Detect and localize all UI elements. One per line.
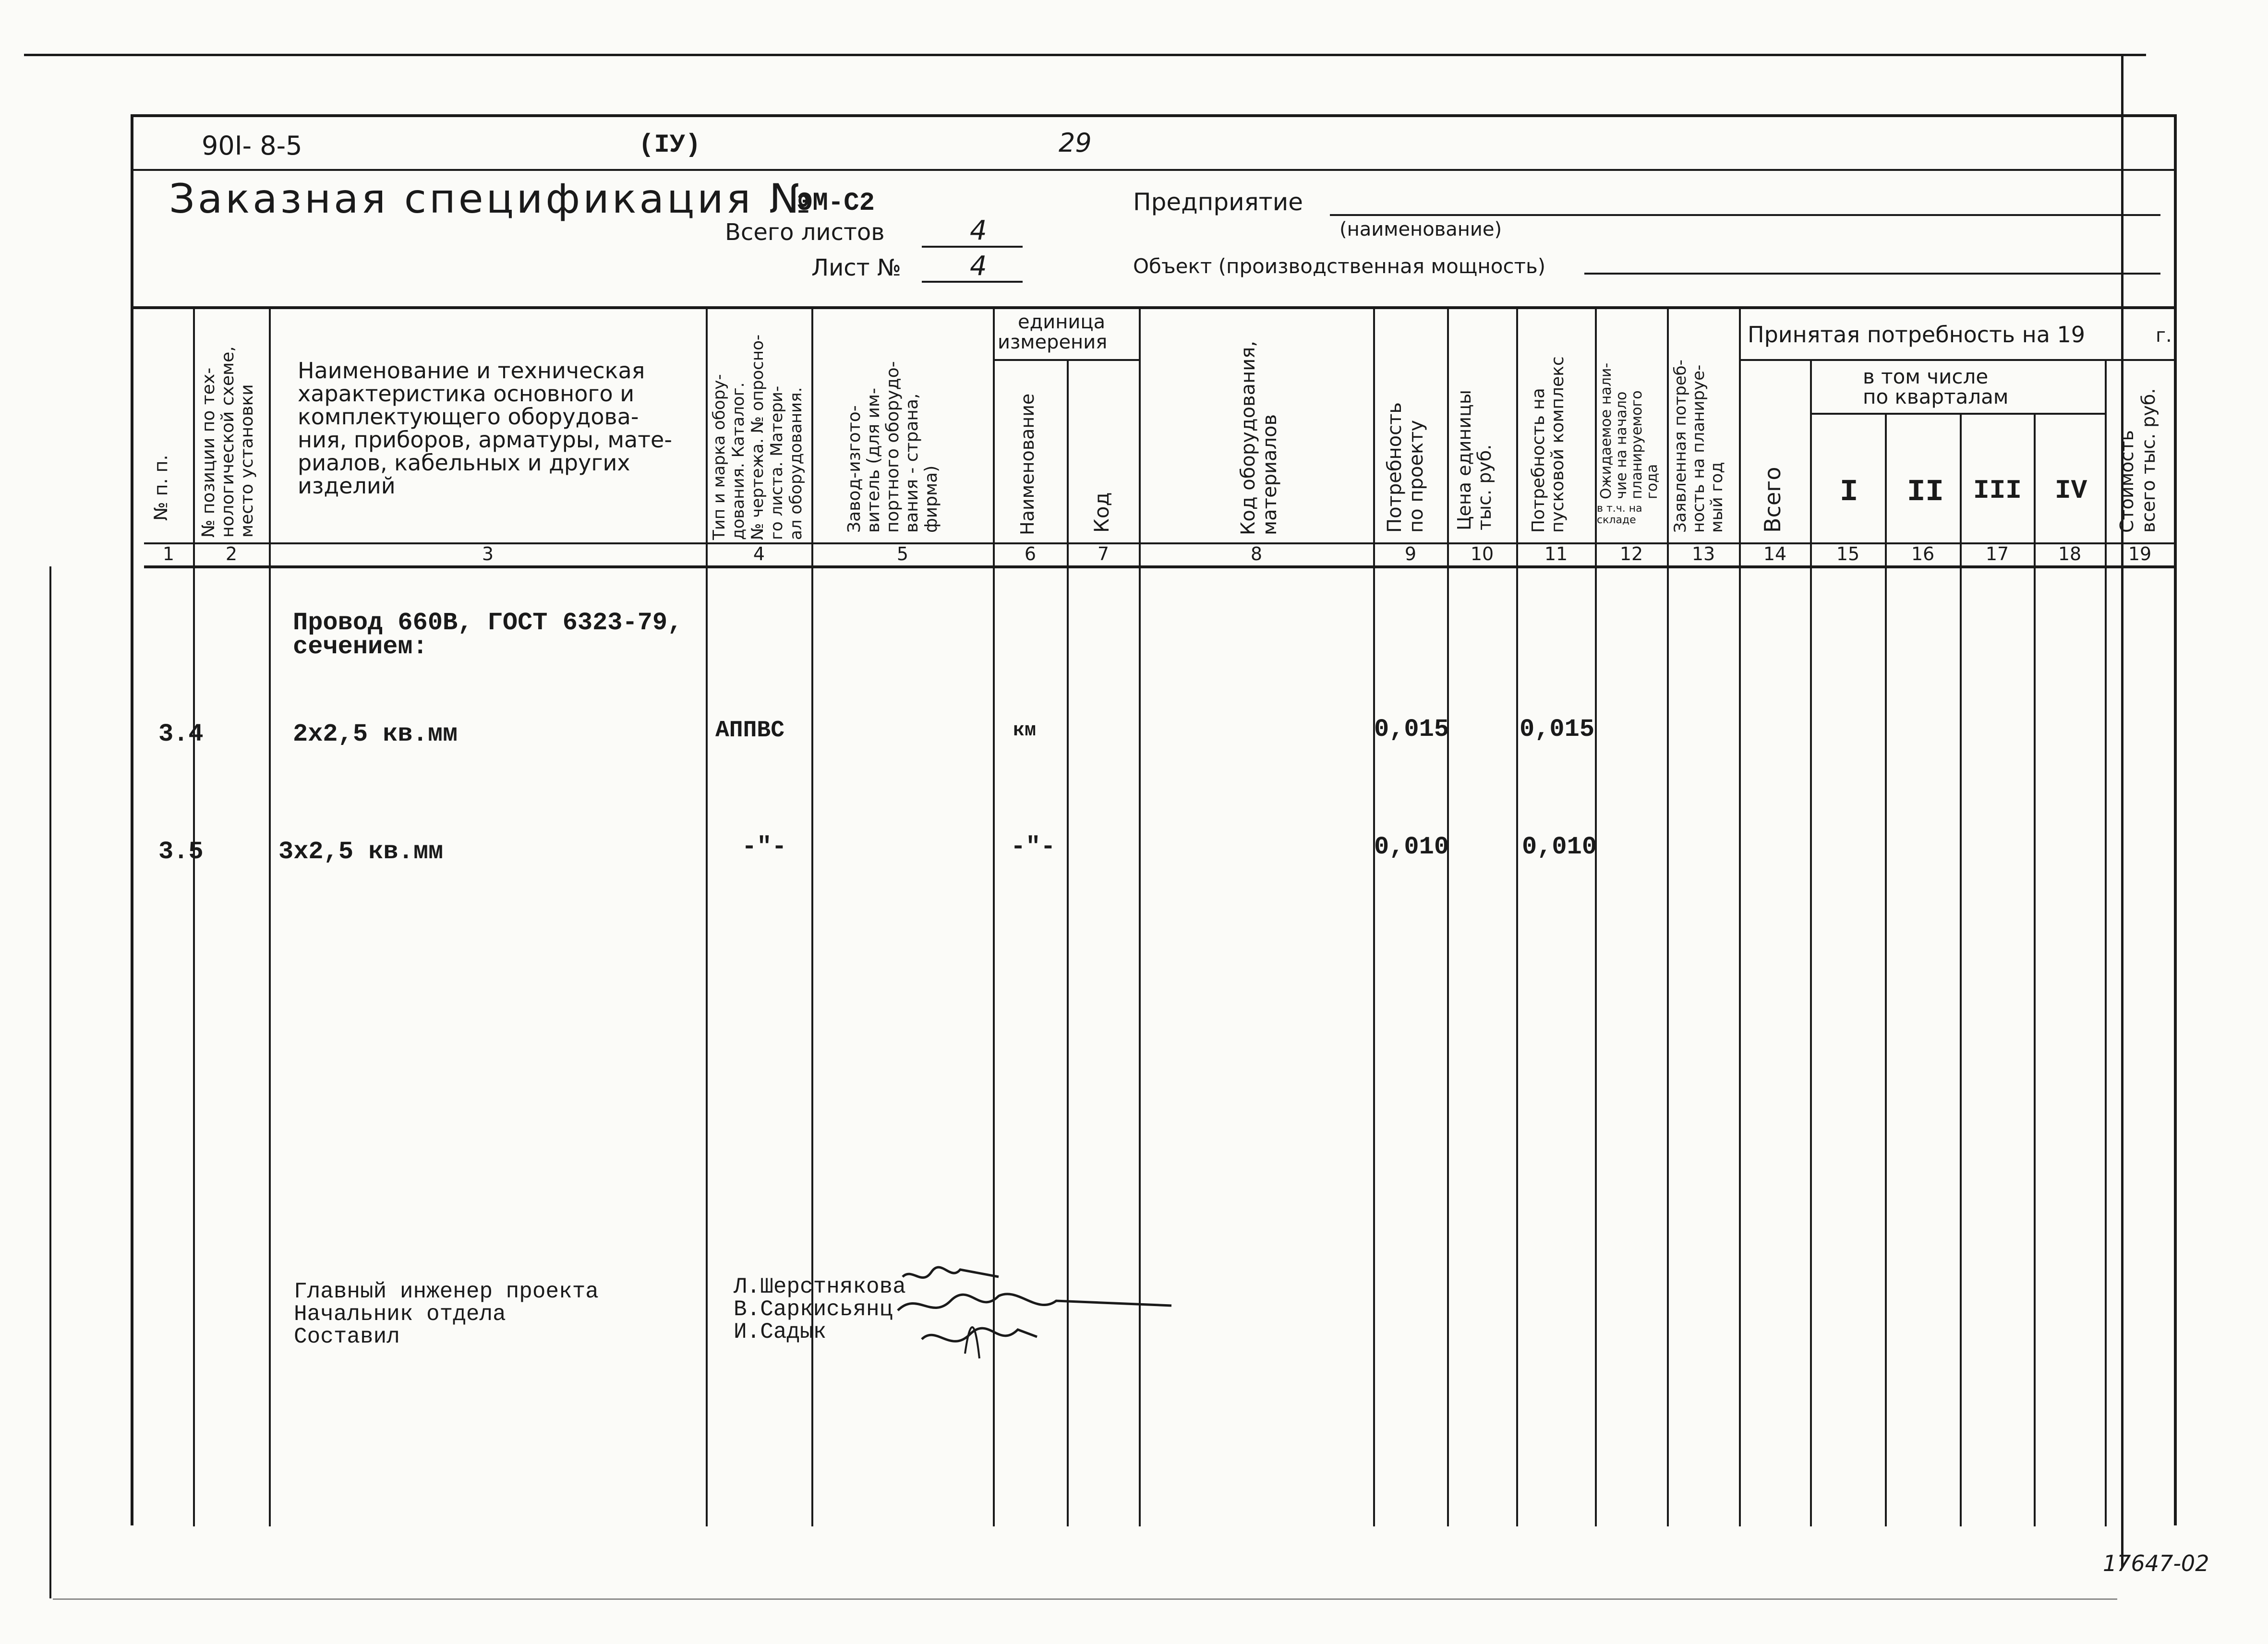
object-field — [1584, 273, 2160, 275]
form-title: Заказная спецификация № — [169, 175, 814, 222]
right-border-line — [2121, 55, 2123, 1567]
column-number: 8 — [1250, 543, 1263, 564]
col12-header-line3: планируемого — [1629, 390, 1645, 499]
col5-header-line3: портного оборудо- — [883, 361, 903, 533]
col3-header-line6: изделий — [298, 473, 396, 499]
col5-header-line1: Завод-изгото- — [844, 405, 864, 533]
column-number: 16 — [1911, 543, 1935, 564]
col-line — [706, 307, 708, 1526]
col2-header-line2: нологической схеме, — [218, 346, 238, 538]
column-number: 17 — [1985, 543, 2009, 564]
col11-header-line2: пусковой комплекс — [1548, 356, 1568, 533]
col5-header-line2: витель (для им- — [864, 388, 883, 533]
col11-header-line1: Потребность на — [1529, 388, 1548, 533]
unit-group-line2: измерения — [998, 331, 1108, 353]
row-item-name-cont: сечением: — [293, 633, 428, 661]
total-sheets-label: Всего листов — [725, 219, 885, 246]
col3-header-line4: ния, приборов, арматуры, мате- — [298, 427, 672, 453]
total-sheets-value: 4 — [970, 215, 987, 246]
row-unit: -"- — [1011, 833, 1056, 861]
col4-header-line3: № чертежа. № опросно- — [748, 334, 767, 540]
col-line — [1810, 360, 1812, 1526]
col3-header-line5: риалов, кабельных и других — [298, 450, 630, 476]
footer-code: 17647-02 — [2103, 1550, 2209, 1576]
col2-header-line1: № позиции по тех- — [199, 367, 218, 538]
col7-header: Код — [1090, 492, 1113, 533]
enterprise-caption: (наименование) — [1339, 218, 1502, 240]
column-number: 13 — [1691, 543, 1715, 564]
col-line — [1667, 307, 1669, 1526]
column-number: 12 — [1619, 543, 1643, 564]
col-line — [1516, 307, 1518, 1526]
row-item-name: Провод 660В, ГОСТ 6323-79, — [293, 609, 683, 637]
column-number: 5 — [896, 543, 909, 564]
sheet-value: 4 — [970, 251, 987, 282]
row-item-name: 2х2,5 кв.мм — [293, 720, 458, 748]
col-line — [1960, 414, 1962, 1526]
col6-header: Наименование — [1017, 393, 1038, 535]
row-launch: 0,015 — [1520, 715, 1595, 744]
col-line — [1739, 307, 1741, 1526]
col-line — [193, 307, 195, 1526]
col13-header-line2: ность на планируе- — [1689, 364, 1708, 533]
accepted-group-header: Принятая потребность на 19 — [1748, 322, 2086, 348]
signature-name: Л.Шерстнякова — [734, 1274, 906, 1299]
signature-role: Начальник отдела — [294, 1302, 506, 1327]
col1-header: № п. п. — [150, 455, 171, 521]
row-type: АППВС — [715, 718, 785, 744]
quarter-group-line2: по кварталам — [1863, 385, 2009, 408]
page-number: 29 — [1059, 128, 1092, 158]
col3-header-line3: комплектующего оборудова- — [298, 404, 639, 430]
form-right-line — [2174, 114, 2177, 1525]
unit-group-line — [993, 359, 1140, 361]
column-number: 9 — [1404, 543, 1417, 564]
form-left-line — [131, 114, 133, 1525]
bottom-border-line — [53, 1598, 2117, 1600]
column-number: 1 — [162, 543, 175, 564]
col-line — [1595, 307, 1597, 1526]
column-number: 18 — [2058, 543, 2082, 564]
col14-header: Всего — [1760, 467, 1785, 533]
signature-role: Главный инженер проекта — [294, 1279, 599, 1304]
top-border-line — [24, 54, 2146, 56]
col12-header-line4: года — [1644, 464, 1661, 499]
colnum-bottom-line — [144, 565, 2177, 568]
col3-header-line1: Наименование и техническая — [298, 358, 645, 384]
column-number: 15 — [1836, 543, 1860, 564]
col5-header-line4: вания - страна, — [902, 393, 922, 533]
column-number: 2 — [225, 543, 238, 564]
handwritten-signatures — [893, 1258, 1181, 1373]
col12-header-line1: Ожидаемое нали- — [1598, 362, 1615, 499]
col4-header-line1: Тип и марка обору- — [710, 374, 729, 540]
col19-header-line2: всего тыс. руб. — [2138, 388, 2159, 533]
form-top-line — [131, 114, 2177, 117]
col15-header: I — [1840, 475, 1858, 510]
accepted-group-line — [1739, 359, 2174, 361]
column-number: 7 — [1097, 543, 1110, 564]
quarter-group-line1: в том числе — [1863, 365, 1989, 388]
row-number: 3.4 — [158, 720, 204, 748]
object-label: Объект (производственная мощность) — [1133, 254, 1546, 278]
col9-header-line1: Потребность — [1384, 402, 1406, 533]
row-number: 3.5 — [158, 838, 204, 866]
table-top-line — [131, 306, 2177, 309]
column-number: 4 — [753, 543, 765, 564]
col12-header-line2: чие на начало — [1613, 391, 1630, 499]
column-number: 10 — [1470, 543, 1494, 564]
col4-header-line5: ал оборудования. — [786, 387, 806, 540]
unit-group-line1: единица — [1018, 311, 1106, 333]
row-unit: км — [1013, 720, 1037, 742]
col4-header-line4: го листа. Матери- — [767, 385, 786, 540]
col10-header-line2: тыс. руб. — [1474, 444, 1495, 530]
row-item-name: 3х2,5 кв.мм — [278, 838, 444, 866]
col3-header-line2: характеристика основного и — [298, 381, 635, 407]
signature-name: И.Садык — [734, 1320, 827, 1344]
col-line — [2105, 360, 2107, 1526]
col18-header: IV — [2055, 475, 2087, 506]
enterprise-label: Предприятие — [1133, 188, 1303, 216]
volume-label: (IУ) — [639, 131, 701, 160]
col-line — [1373, 307, 1375, 1526]
doc-code: 90I- 8-5 — [202, 131, 302, 161]
col-line — [269, 307, 271, 1526]
signature-role: Составил — [294, 1324, 400, 1349]
col12-header-line5: в т.ч. на складе — [1597, 503, 1642, 526]
col16-header: II — [1907, 475, 1944, 510]
column-number: 11 — [1544, 543, 1568, 564]
row-type: -"- — [742, 833, 787, 861]
col-line — [1447, 307, 1449, 1526]
column-number: 3 — [482, 543, 494, 564]
col13-header-line3: мый год — [1707, 462, 1726, 533]
col17-header: III — [1973, 475, 2022, 506]
col5-header-line5: фирма) — [921, 465, 941, 533]
col2-header-line3: место установки — [237, 384, 257, 538]
col19-header-line1: Стоимость — [2116, 430, 2137, 533]
row-need: 0,015 — [1374, 715, 1449, 744]
spec-number: ЭМ-С2 — [797, 189, 875, 218]
col8-header-line2: материалов — [1259, 414, 1281, 535]
col8-header-line1: Код оборудования, — [1237, 340, 1259, 535]
left-margin-line — [49, 566, 51, 1598]
col13-header-line1: Заявленная потреб- — [1671, 360, 1690, 533]
col10-header-line1: Цена единицы — [1454, 390, 1475, 530]
column-number: 14 — [1763, 543, 1787, 564]
col-line — [1885, 414, 1887, 1526]
row-need: 0,010 — [1374, 833, 1449, 861]
column-number: 6 — [1024, 543, 1037, 564]
row-launch: 0,010 — [1522, 833, 1597, 861]
quarter-group-line — [1810, 413, 2106, 415]
col-line — [2034, 414, 2036, 1526]
col4-header-line2: дования. Каталог. — [729, 382, 748, 540]
signature-name: В.Саркисьянц — [734, 1297, 893, 1322]
enterprise-field — [1330, 214, 2160, 216]
accepted-group-suffix: г. — [2156, 324, 2172, 347]
header-separator-line — [131, 169, 2177, 171]
column-number: 19 — [2128, 543, 2152, 564]
col9-header-line2: по проекту — [1405, 420, 1427, 533]
sheet-label: Лист № — [811, 254, 901, 281]
